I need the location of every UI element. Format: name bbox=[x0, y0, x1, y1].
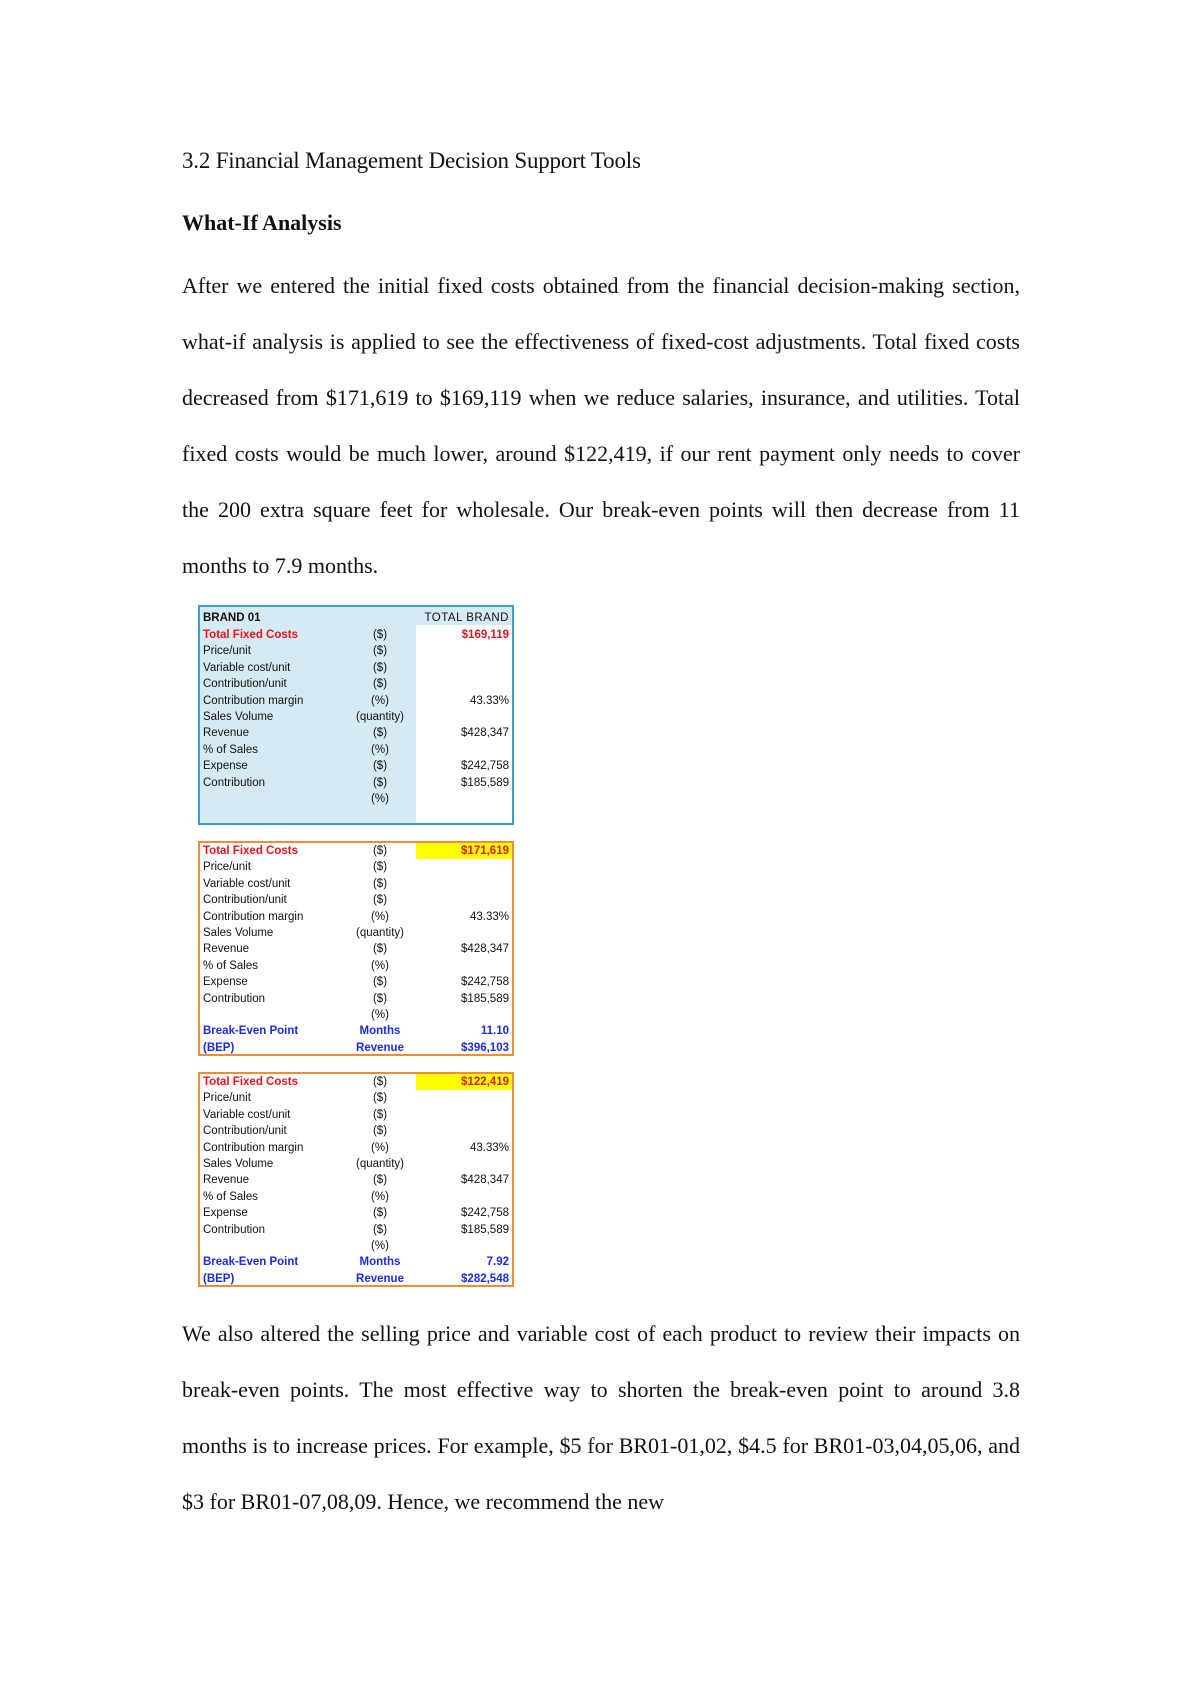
row-unit: Months bbox=[359, 1256, 401, 1269]
sheet-row bbox=[200, 660, 512, 676]
row-label: Price/unit bbox=[203, 645, 251, 658]
sheet-rows bbox=[200, 1074, 512, 1287]
row-label: Contribution margin bbox=[203, 694, 304, 707]
row-label: Total Fixed Costs bbox=[203, 1076, 298, 1088]
sheet-row bbox=[200, 1271, 512, 1287]
section-heading: 3.2 Financial Management Decision Support Tools bbox=[182, 148, 641, 173]
row-label: Contribution margin bbox=[203, 910, 304, 923]
row-unit: ($) bbox=[372, 645, 388, 658]
row-label: Expense bbox=[203, 976, 248, 989]
row-label: % of Sales bbox=[203, 1190, 258, 1203]
sheet-row bbox=[200, 1074, 512, 1090]
sheet-row bbox=[200, 1156, 512, 1172]
row-unit: ($) bbox=[372, 1076, 388, 1088]
sheet-row bbox=[200, 909, 512, 925]
paragraph-what-if: After we entered the initial fixed costs obtained from the financial decision-making section, what-if analysis is applied to see the effectiveness of fixed-cost adjustments. Total fixed costs decreased from $171,619 to $169,119 when we reduce salaries, insurance, and utilities. Total fixed costs would be much lower, around $122,419, if our rent payment only needs to cover the 200 extra square feet for wholesale. Our break-even points will then decrease from 11 months to 7.9 months. bbox=[182, 273, 1020, 578]
row-value: $169,119 bbox=[461, 629, 509, 641]
sheet-row bbox=[200, 1140, 512, 1156]
sheet-row bbox=[200, 1007, 512, 1023]
spreadsheet-reduced-rent bbox=[198, 1072, 514, 1287]
row-unit: (%) bbox=[371, 1008, 389, 1021]
row-unit: ($) bbox=[372, 629, 388, 641]
row-unit: (quantity) bbox=[356, 710, 404, 723]
row-unit: ($) bbox=[372, 776, 388, 789]
spreadsheet-original-costs bbox=[198, 841, 514, 1056]
sheet-row bbox=[200, 627, 512, 643]
sheet-row bbox=[200, 958, 512, 974]
row-value: $242,758 bbox=[461, 976, 509, 989]
row-label: Break-Even Point bbox=[203, 1025, 299, 1038]
row-value: $185,589 bbox=[461, 992, 509, 1005]
row-unit: Revenue bbox=[356, 1041, 404, 1054]
row-value: 43.33% bbox=[469, 910, 509, 923]
row-unit: ($) bbox=[372, 1125, 388, 1138]
sheet-row bbox=[200, 676, 512, 692]
row-label: Sales Volume bbox=[203, 1157, 274, 1170]
row-value: 43.33% bbox=[469, 1141, 509, 1154]
row-unit: ($) bbox=[372, 1092, 388, 1105]
row-unit: (%) bbox=[371, 694, 389, 707]
row-unit: Revenue bbox=[356, 1272, 404, 1285]
sheet-row bbox=[200, 709, 512, 725]
row-label: % of Sales bbox=[203, 959, 258, 972]
sheet-row bbox=[200, 1123, 512, 1139]
sheet-row bbox=[200, 892, 512, 908]
sheet-row bbox=[200, 1023, 512, 1039]
row-value: 11.10 bbox=[480, 1025, 509, 1038]
sheet-rows bbox=[200, 843, 512, 1056]
row-unit: (%) bbox=[371, 792, 389, 805]
row-label: Contribution bbox=[203, 776, 266, 789]
row-unit: (%) bbox=[371, 743, 389, 756]
row-label: Expense bbox=[203, 1207, 248, 1220]
sheet-row bbox=[200, 876, 512, 892]
sheet-row bbox=[200, 941, 512, 957]
row-unit: ($) bbox=[372, 1207, 388, 1220]
row-unit: ($) bbox=[372, 976, 388, 989]
row-label: (BEP) bbox=[203, 1041, 235, 1054]
sheet-row bbox=[200, 1254, 512, 1270]
row-value: $122,419 bbox=[416, 1074, 512, 1090]
row-label: Contribution/unit bbox=[203, 1125, 287, 1138]
subsection-heading: What-If Analysis bbox=[182, 210, 342, 235]
row-unit: ($) bbox=[372, 861, 388, 874]
row-unit: (quantity) bbox=[356, 1157, 404, 1170]
sheet-row bbox=[200, 859, 512, 875]
row-label: (BEP) bbox=[203, 1272, 235, 1285]
row-label: Price/unit bbox=[203, 1092, 251, 1105]
row-unit: ($) bbox=[372, 845, 388, 857]
total-brand-header: TOTAL BRAND bbox=[424, 612, 509, 624]
sheet-row bbox=[200, 1172, 512, 1188]
row-unit: ($) bbox=[372, 1108, 388, 1121]
row-value: $242,758 bbox=[461, 1207, 509, 1220]
row-label: Sales Volume bbox=[203, 926, 274, 939]
row-unit: ($) bbox=[372, 877, 388, 890]
row-unit: (%) bbox=[371, 959, 389, 972]
row-value: 43.33% bbox=[469, 694, 509, 707]
row-label: Contribution/unit bbox=[203, 678, 287, 691]
sheet-header-row bbox=[200, 607, 512, 627]
row-unit: ($) bbox=[372, 1223, 388, 1236]
row-label: % of Sales bbox=[203, 743, 258, 756]
sheet-row bbox=[200, 725, 512, 741]
row-value: $242,758 bbox=[461, 760, 509, 773]
row-label: Variable cost/unit bbox=[203, 877, 291, 890]
sheet-row bbox=[200, 843, 512, 859]
sheet-row bbox=[200, 693, 512, 709]
row-unit: Months bbox=[359, 1025, 401, 1038]
row-value: $428,347 bbox=[461, 727, 509, 740]
row-value: $396,103 bbox=[461, 1041, 509, 1054]
sheet-row bbox=[200, 791, 512, 807]
row-label: Total Fixed Costs bbox=[203, 629, 298, 641]
row-label: Revenue bbox=[203, 727, 250, 740]
row-value: $171,619 bbox=[416, 843, 512, 859]
sheet-row bbox=[200, 1189, 512, 1205]
sheet-title: BRAND 01 bbox=[203, 612, 261, 624]
sheet-row bbox=[200, 1205, 512, 1221]
sheet-row bbox=[200, 1040, 512, 1056]
row-unit: (%) bbox=[371, 1190, 389, 1203]
row-label: Variable cost/unit bbox=[203, 661, 291, 674]
row-unit: (%) bbox=[371, 910, 389, 923]
row-unit: ($) bbox=[372, 894, 388, 907]
sheet-row bbox=[200, 1090, 512, 1106]
row-unit: ($) bbox=[372, 727, 388, 740]
row-unit: ($) bbox=[372, 760, 388, 773]
row-label: Variable cost/unit bbox=[203, 1108, 291, 1121]
row-value: $428,347 bbox=[461, 943, 509, 956]
row-label: Sales Volume bbox=[203, 710, 274, 723]
row-unit: (quantity) bbox=[356, 926, 404, 939]
sheet-row bbox=[200, 1107, 512, 1123]
row-unit: ($) bbox=[372, 992, 388, 1005]
sheet-row bbox=[200, 974, 512, 990]
row-label: Expense bbox=[203, 760, 248, 773]
row-label: Contribution margin bbox=[203, 1141, 304, 1154]
sheet-row bbox=[200, 925, 512, 941]
sheet-row bbox=[200, 758, 512, 774]
sheet-row bbox=[200, 643, 512, 659]
row-value: $282,548 bbox=[461, 1272, 509, 1285]
row-value: 7.92 bbox=[486, 1256, 509, 1269]
spreadsheet-brand01-adjusted bbox=[198, 605, 514, 825]
sheet-row bbox=[200, 991, 512, 1007]
row-label: Contribution bbox=[203, 992, 266, 1005]
row-unit: ($) bbox=[372, 1174, 388, 1187]
row-label: Revenue bbox=[203, 1174, 250, 1187]
row-unit: ($) bbox=[372, 678, 388, 691]
row-value: $428,347 bbox=[461, 1174, 509, 1187]
row-label: Contribution bbox=[203, 1223, 266, 1236]
row-value: $185,589 bbox=[461, 1223, 509, 1236]
row-label: Contribution/unit bbox=[203, 894, 287, 907]
paragraph-pricing: We also altered the selling price and variable cost of each product to review their impacts on break-even points. The most effective way to shorten the break-even point to around 3.8 months is to increase prices. For example, $5 for BR01-01,02, $4.5 for BR01-03,04,05,06, and $3 for BR01-07,08,09. Hence, we recommend the new bbox=[182, 1321, 1020, 1514]
row-label: Price/unit bbox=[203, 861, 251, 874]
row-label: Total Fixed Costs bbox=[203, 845, 298, 857]
row-unit: ($) bbox=[372, 943, 388, 956]
sheet-row bbox=[200, 742, 512, 758]
sheet-row bbox=[200, 1238, 512, 1254]
sheet-row bbox=[200, 1222, 512, 1238]
row-unit: (%) bbox=[371, 1141, 389, 1154]
row-unit: (%) bbox=[371, 1239, 389, 1252]
sheet-rows bbox=[200, 627, 512, 807]
row-label: Break-Even Point bbox=[203, 1256, 299, 1269]
sheet-row bbox=[200, 775, 512, 791]
row-label: Revenue bbox=[203, 943, 250, 956]
row-unit: ($) bbox=[372, 661, 388, 674]
row-value: $185,589 bbox=[461, 776, 509, 789]
